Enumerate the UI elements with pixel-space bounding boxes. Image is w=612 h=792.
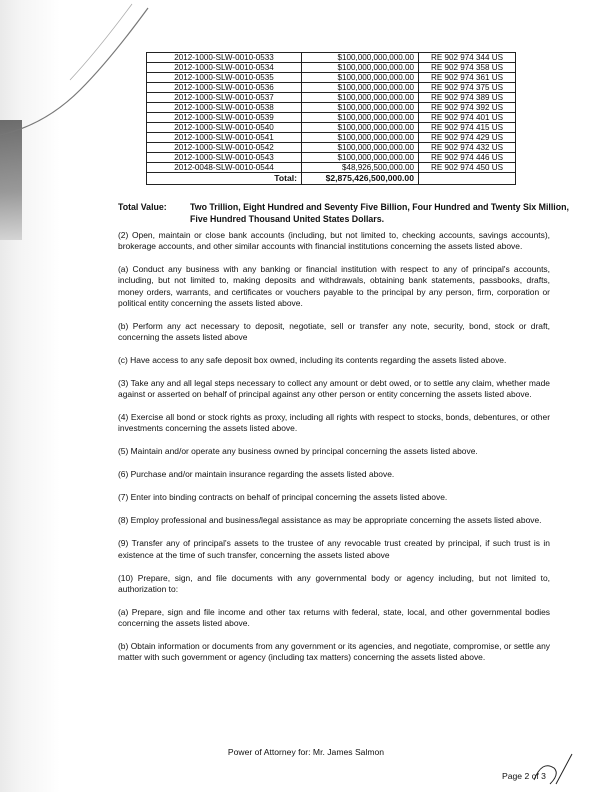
amount-cell: $100,000,000,000.00 xyxy=(302,153,419,163)
powers-list xyxy=(118,230,550,675)
account-cell: 2012-0048-SLW-0010-0544 xyxy=(147,163,302,173)
paragraph: (5) Maintain and/or operate any business owned by principal concerning the assets listed above. xyxy=(118,446,478,457)
reference-cell: RE 902 974 344 US xyxy=(419,53,516,63)
account-cell: 2012-1000-SLW-0010-0540 xyxy=(147,123,302,133)
account-cell: 2012-1000-SLW-0010-0533 xyxy=(147,53,302,63)
paragraph: (3) Take any and all legal steps necessary to collect any amount or debt owed, or to settle any claim, whether made against or asserted on behalf of principal against any other person or entity concerning the assets listed above. xyxy=(118,378,550,400)
paragraph: (b) Perform any act necessary to deposit, negotiate, sell or transfer any note, security, bond, stock or draft, concerning the assets listed above xyxy=(118,320,550,343)
total-value-label: Total Value: xyxy=(118,202,167,212)
reference-cell: RE 902 974 375 US xyxy=(419,83,516,93)
amount-cell: $100,000,000,000.00 xyxy=(302,103,419,113)
table-row xyxy=(147,93,516,103)
paragraph: (2) Open, maintain or close bank accounts (including, but not limited to, checking accounts, savings accounts), brokerage accounts, and other similar accounts with financial institutions concerning the assets listed above. xyxy=(118,230,550,252)
paragraph: (9) Transfer any of principal's assets to the trustee of any revocable trust created by principal, if such trust is in existence at the time of such transfer, concerning the assets listed above xyxy=(118,538,550,560)
page-fold-line xyxy=(0,0,160,260)
paragraph: (7) Enter into binding contracts on behalf of principal concerning the assets listed above. xyxy=(118,492,448,503)
account-cell: 2012-1000-SLW-0010-0542 xyxy=(147,143,302,153)
reference-cell: RE 902 974 392 US xyxy=(419,103,516,113)
reference-cell: RE 902 974 429 US xyxy=(419,133,516,143)
page-number: Page 2 of 3 xyxy=(502,771,546,781)
account-cell: 2012-1000-SLW-0010-0536 xyxy=(147,83,302,93)
table-row xyxy=(147,53,516,63)
assets-table xyxy=(146,52,516,185)
account-cell: 2012-1000-SLW-0010-0541 xyxy=(147,133,302,143)
reference-cell: RE 902 974 361 US xyxy=(419,73,516,83)
paragraph: (6) Purchase and/or maintain insurance regarding the assets listed above. xyxy=(118,469,395,480)
amount-cell: $100,000,000,000.00 xyxy=(302,93,419,103)
total-value-text: Two Trillion, Eight Hundred and Seventy Five Billion, Four Hundred and Twenty Six Million, Five Hundred Thousand United States Dollars. xyxy=(190,202,569,224)
table-row xyxy=(147,133,516,143)
footer-power-of-attorney: Power of Attorney for: Mr. James Salmon xyxy=(227,747,385,757)
reference-cell: RE 902 974 389 US xyxy=(419,93,516,103)
amount-cell: $100,000,000,000.00 xyxy=(302,53,419,63)
amount-cell: $48,926,500,000.00 xyxy=(302,163,419,173)
paragraph: (8) Employ professional and business/legal assistance as may be appropriate concerning the assets listed above. xyxy=(118,515,542,526)
amount-cell: $100,000,000,000.00 xyxy=(302,113,419,123)
reference-cell: RE 902 974 401 US xyxy=(419,113,516,123)
total-row xyxy=(147,173,516,185)
reference-cell: RE 902 974 415 US xyxy=(419,123,516,133)
table-row xyxy=(147,123,516,133)
account-cell: 2012-1000-SLW-0010-0538 xyxy=(147,103,302,113)
amount-cell: $100,000,000,000.00 xyxy=(302,123,419,133)
amount-cell: $100,000,000,000.00 xyxy=(302,143,419,153)
total-label: Total: xyxy=(147,173,302,185)
reference-cell: RE 902 974 358 US xyxy=(419,63,516,73)
paragraph: (b) Obtain information or documents from any government or its agencies, and negotiate, compromise, or settle any matter with such government or agency (including tax matters) concerning the assets listed above. xyxy=(118,641,550,663)
amount-cell: $100,000,000,000.00 xyxy=(302,73,419,83)
amount-cell: $100,000,000,000.00 xyxy=(302,83,419,93)
table-row xyxy=(147,153,516,163)
account-cell: 2012-1000-SLW-0010-0539 xyxy=(147,113,302,123)
table-row xyxy=(147,73,516,83)
amount-cell: $100,000,000,000.00 xyxy=(302,133,419,143)
table-row xyxy=(147,163,516,173)
paragraph: (c) Have access to any safe deposit box owned, including its contents regarding the assets listed above. xyxy=(118,355,507,366)
paragraph: (a) Prepare, sign and file income and other tax returns with federal, state, local, and other governmental bodies concerning the assets listed above. xyxy=(118,606,550,629)
paragraph: (10) Prepare, sign, and file documents with any governmental body or agency including, but not limited to, authorization to: xyxy=(118,572,550,594)
reference-cell: RE 902 974 450 US xyxy=(419,163,516,173)
reference-cell: RE 902 974 432 US xyxy=(419,143,516,153)
account-cell: 2012-1000-SLW-0010-0535 xyxy=(147,73,302,83)
total-amount: $2,875,426,500,000.00 xyxy=(302,173,419,185)
handwritten-mark xyxy=(520,750,580,790)
amount-cell: $100,000,000,000.00 xyxy=(302,63,419,73)
table-row xyxy=(147,63,516,73)
paragraph: (a) Conduct any business with any banking or financial institution with respect to any of principal's accounts, including, but not limited to, making deposits and withdrawals, obtaining bank statements, passbooks, drafts, money orders, warrants, and certificates or vouchers payable to the principal by any person, firm, corporation or political entity concerning the assets listed above. xyxy=(118,264,550,308)
paragraph: (4) Exercise all bond or stock rights as proxy, including all rights with respect to stocks, bonds, debentures, or other investments concerning the assets listed above. xyxy=(118,412,550,434)
table-row xyxy=(147,103,516,113)
reference-cell: RE 902 974 446 US xyxy=(419,153,516,163)
account-cell: 2012-1000-SLW-0010-0534 xyxy=(147,63,302,73)
table-row xyxy=(147,143,516,153)
account-cell: 2012-1000-SLW-0010-0537 xyxy=(147,93,302,103)
account-cell: 2012-1000-SLW-0010-0543 xyxy=(147,153,302,163)
table-row xyxy=(147,113,516,123)
total-empty-cell xyxy=(419,173,516,185)
table-row xyxy=(147,83,516,93)
